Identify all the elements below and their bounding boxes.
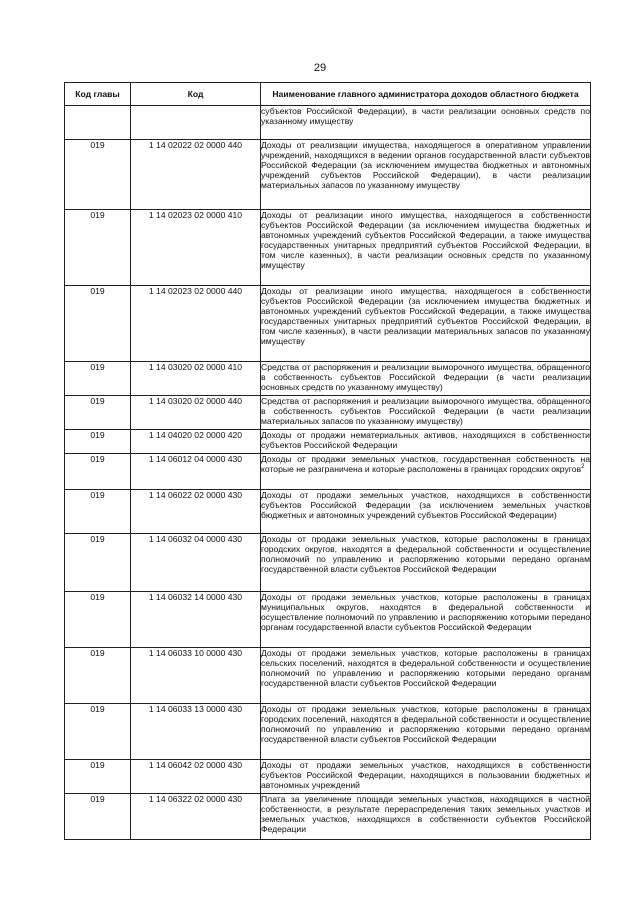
cell-code: 1 14 06022 02 0000 430: [131, 490, 261, 534]
header-administrator-name: Наименование главного администратора доходов областного бюджета: [261, 83, 591, 106]
cell-name: [261, 592, 591, 648]
cell-name: [261, 490, 591, 534]
cell-name: [261, 362, 591, 396]
cell-name-text: Доходы от реализации имущества, находящегося в оперативном управлении учреждений, находящихся в ведении органов государственной власти субъектов Российской Федерации (за исключением имущества бюджетных и автономных учреждений субъектов Российской Федерации), в части реализации материальных запасов по указанному имуществу: [261, 140, 590, 190]
cell-name-text: Доходы от продажи земельных участков, которые расположены в границах городских округов, находятся в федеральной собственности и осуществление полномочий по управлению и распоряжению которыми передано органам государственной власти субъектов Российской Федерации: [261, 534, 590, 574]
cell-code: 1 14 06032 14 0000 430: [131, 592, 261, 648]
cell-name-text: Доходы от продажи земельных участков, которые расположены в границах муниципальных округов, находятся в федеральной собственности и осуществление полномочий по управлению и распоряжению которыми передано органам государственной власти субъектов Российской Федерации: [261, 592, 590, 632]
cell-code-chapter: 019: [65, 760, 131, 794]
cell-name-text: Доходы от продажи земельных участков, находящихся в собственности субъектов Российской Федерации (за исключением земельных участков бюджетных и автономных учреждений субъектов Российской Федерации): [261, 490, 590, 520]
cell-code-chapter: 019: [65, 210, 131, 286]
table-row: [65, 430, 591, 454]
cell-code-chapter: [65, 106, 131, 140]
table-row: [65, 106, 591, 140]
cell-name: [261, 794, 591, 840]
cell-code-chapter: 019: [65, 362, 131, 396]
cell-code: [131, 106, 261, 140]
cell-name-text: субъектов Российской Федерации), в части реализации основных средств по указанному имуществу: [261, 106, 590, 126]
cell-code: 1 14 06322 02 0000 430: [131, 794, 261, 840]
cell-name: [261, 430, 591, 454]
cell-name: [261, 210, 591, 286]
table-row: [65, 140, 591, 210]
table-row: [65, 490, 591, 534]
cell-name: [261, 140, 591, 210]
cell-code-chapter: 019: [65, 286, 131, 362]
cell-code: 1 14 02023 02 0000 440: [131, 286, 261, 362]
cell-code-chapter: 019: [65, 490, 131, 534]
table-row: [65, 210, 591, 286]
cell-code: 1 14 04020 02 0000 420: [131, 430, 261, 454]
cell-name-text: Доходы от реализации иного имущества, находящегося в собственности субъектов Российской Федерации (за исключением имущества бюджетных и автономных учреждений субъектов Российской Федерации, а также имущества государственных унитарных предприятий субъектов Российской Федерации, в том числе казенных), в части реализации основных средств по указанному имуществу: [261, 210, 590, 270]
revenue-codes-table: [64, 82, 591, 840]
cell-name: [261, 106, 591, 140]
table-row: [65, 592, 591, 648]
cell-name: [261, 648, 591, 704]
cell-code-chapter: 019: [65, 592, 131, 648]
cell-name: [261, 704, 591, 760]
cell-code: 1 14 03020 02 0000 440: [131, 396, 261, 430]
cell-code-chapter: 019: [65, 430, 131, 454]
table-row: [65, 648, 591, 704]
cell-name-text: Доходы от продажи нематериальных активов, находящихся в собственности субъектов Российской Федерации: [261, 430, 590, 450]
footnote-mark: 2: [581, 464, 585, 471]
cell-code: 1 14 06033 13 0000 430: [131, 704, 261, 760]
cell-code-chapter: 019: [65, 794, 131, 840]
cell-name: [261, 396, 591, 430]
cell-code-chapter: 019: [65, 704, 131, 760]
table-row: [65, 396, 591, 430]
cell-code-chapter: 019: [65, 648, 131, 704]
cell-name-text: Плата за увеличение площади земельных участков, находящихся в частной собственности, в результате перераспределения таких земельных участков и земельных участков, находящихся в собственности субъектов Российской Федерации: [261, 794, 590, 834]
header-code-chapter: Код главы: [65, 83, 131, 106]
cell-name-text: Доходы от продажи земельных участков, находящихся в собственности субъектов Российской Федерации, находящихся в пользовании бюджетных и автономных учреждений: [261, 760, 590, 790]
table-row: [65, 286, 591, 362]
table-row: [65, 794, 591, 840]
cell-code-chapter: 019: [65, 140, 131, 210]
cell-name: [261, 760, 591, 794]
cell-name-text: Средства от распоряжения и реализации выморочного имущества, обращенного в собственность субъектов Российской Федерации (в части реализации материальных запасов по указанному имуществу): [261, 396, 590, 426]
cell-code-chapter: 019: [65, 454, 131, 490]
page-number: 29: [313, 62, 327, 74]
cell-code: 1 14 06012 04 0000 430: [131, 454, 261, 490]
table-row: [65, 454, 591, 490]
cell-name-text: Доходы от реализации иного имущества, находящегося в собственности субъектов Российской Федерации (за исключением имущества бюджетных и автономных учреждений субъектов Российской Федерации, а также имущества государственных унитарных предприятий субъектов Российской Федерации, в том числе казенных), в части реализации материальных запасов по указанному имуществу: [261, 286, 590, 346]
cell-code-chapter: 019: [65, 396, 131, 430]
cell-code: 1 14 02022 02 0000 440: [131, 140, 261, 210]
cell-name: [261, 534, 591, 592]
cell-code: 1 14 02023 02 0000 410: [131, 210, 261, 286]
cell-name-text: Доходы от продажи земельных участков, государственная собственность на которые не разграничена и которые расположены в границах городских округов: [261, 454, 590, 474]
table-row: [65, 760, 591, 794]
cell-name: [261, 454, 591, 490]
cell-name-text: Доходы от продажи земельных участков, которые расположены в границах городских поселений, находятся в федеральной собственности и осуществление полномочий по управлению и распоряжению которыми передано органам государственной власти субъектов Российской Федерации: [261, 704, 590, 744]
cell-name: [261, 286, 591, 362]
cell-code: 1 14 06042 02 0000 430: [131, 760, 261, 794]
table-header-row: [65, 83, 591, 106]
table-row: [65, 362, 591, 396]
cell-code-chapter: 019: [65, 534, 131, 592]
table-row: [65, 534, 591, 592]
cell-name-text: Средства от распоряжения и реализации выморочного имущества, обращенного в собственность субъектов Российской Федерации (в части реализации основных средств по указанному имуществу): [261, 362, 590, 392]
cell-code: 1 14 03020 02 0000 410: [131, 362, 261, 396]
cell-code: 1 14 06033 10 0000 430: [131, 648, 261, 704]
header-code: Код: [131, 83, 261, 106]
cell-name-text: Доходы от продажи земельных участков, которые расположены в границах сельских поселений, находятся в федеральной собственности и осуществление полномочий по управлению и распоряжению которыми передано органам государственной власти субъектов Российской Федерации: [261, 648, 590, 688]
cell-code: 1 14 06032 04 0000 430: [131, 534, 261, 592]
table-row: [65, 704, 591, 760]
